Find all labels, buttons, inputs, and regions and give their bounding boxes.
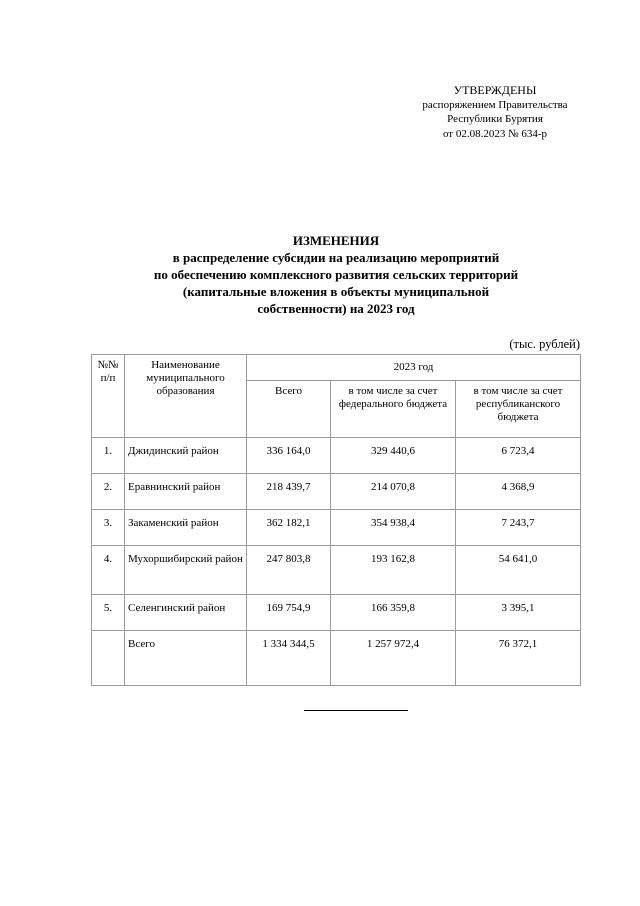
total-number (92, 631, 125, 686)
row-municipality: Селенгинский район (125, 595, 247, 631)
row-republic: 6 723,4 (456, 438, 581, 474)
row-number: 3. (92, 510, 125, 546)
approval-line: Республики Бурятия (447, 113, 543, 125)
header-year: 2023 год (247, 355, 581, 381)
row-municipality: Мухоршибирский район (125, 546, 247, 595)
header-republic: в том числе за счет республиканского бюджета (456, 381, 581, 438)
total-label: Всего (125, 631, 247, 686)
total-republic: 76 372,1 (456, 631, 581, 686)
title-line: в распределение субсидии на реализацию мероприятий (172, 250, 500, 265)
title-line: собственности) на 2023 год (257, 301, 415, 316)
subsidy-table (91, 354, 581, 686)
table-row (92, 474, 581, 510)
row-number: 4. (92, 546, 125, 595)
row-number: 1. (92, 438, 125, 474)
header-municipality: Наименование муниципального образования (125, 355, 247, 438)
row-municipality: Джидинский район (125, 438, 247, 474)
total-sum: 1 334 344,5 (247, 631, 331, 686)
approval-line: распоряжением Правительства (422, 98, 568, 111)
units-label: (тыс. рублей) (509, 337, 580, 351)
header-total: Всего (247, 381, 331, 438)
table-total-row (92, 631, 581, 686)
row-number: 5. (92, 595, 125, 631)
approval-block (395, 83, 595, 141)
table-header-row (92, 355, 581, 381)
row-total: 362 182,1 (247, 510, 331, 546)
closing-separator-line (304, 710, 408, 711)
row-republic: 3 395,1 (456, 595, 581, 631)
row-federal: 354 938,4 (331, 510, 456, 546)
document-title (80, 232, 592, 317)
row-republic: 7 243,7 (456, 510, 581, 546)
row-total: 218 439,7 (247, 474, 331, 510)
row-federal: 329 440,6 (331, 438, 456, 474)
title-line: по обеспечению комплексного развития сельских территорий (153, 267, 519, 282)
title-line: (капитальные вложения в объекты муниципальной (182, 284, 490, 299)
header-number: №№ п/п (92, 355, 125, 438)
table-row (92, 595, 581, 631)
table-row (92, 438, 581, 474)
row-total: 169 754,9 (247, 595, 331, 631)
header-federal: в том числе за счет федерального бюджета (331, 381, 456, 438)
row-number: 2. (92, 474, 125, 510)
table-row (92, 510, 581, 546)
row-republic: 54 641,0 (456, 546, 581, 595)
approval-date-line: от 02.08.2023 № 634-р (442, 127, 548, 140)
total-federal: 1 257 972,4 (331, 631, 456, 686)
row-federal: 214 070,8 (331, 474, 456, 510)
row-federal: 193 162,8 (331, 546, 456, 595)
title-heading: ИЗМЕНЕНИЯ (292, 233, 380, 248)
table-row (92, 546, 581, 595)
row-total: 247 803,8 (247, 546, 331, 595)
row-municipality: Еравнинский район (125, 474, 247, 510)
row-federal: 166 359,8 (331, 595, 456, 631)
approval-heading: УТВЕРЖДЕНЫ (453, 83, 537, 97)
row-total: 336 164,0 (247, 438, 331, 474)
row-republic: 4 368,9 (456, 474, 581, 510)
row-municipality: Закаменский район (125, 510, 247, 546)
